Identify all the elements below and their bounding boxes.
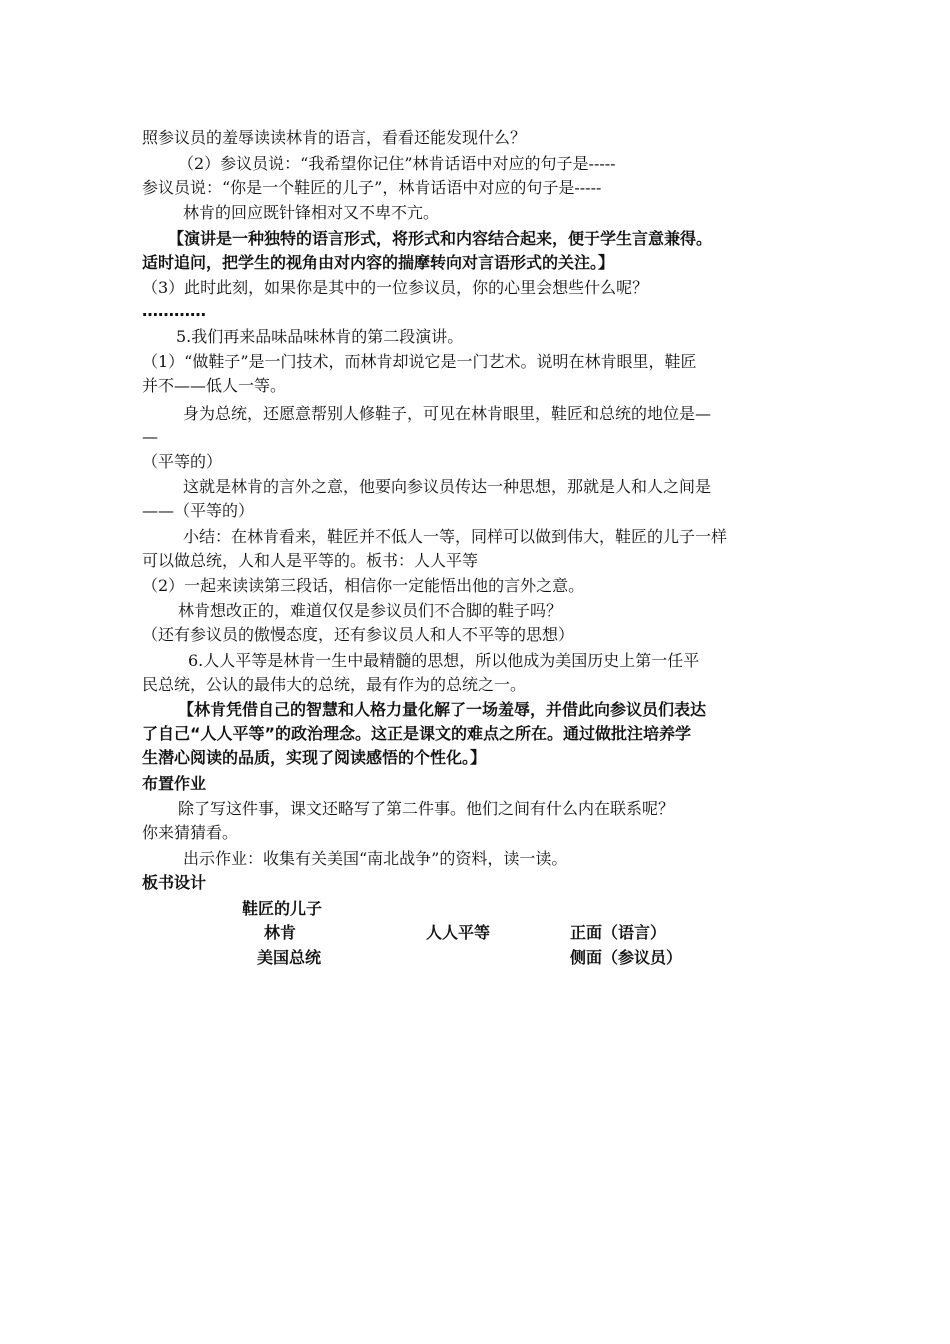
ellipsis: ………… <box>142 301 206 320</box>
paragraph: 民总统，公认的最伟大的总统，最有作为的总统之一。 <box>142 675 527 694</box>
board-item-bottom: 美国总统 <box>257 948 322 967</box>
paragraph: 照参议员的羞辱读读林肯的语言，看看还能发现什么？ <box>142 128 527 147</box>
paragraph: 小结：在林肯看来，鞋匠并不低人一等，同样可以做到伟大，鞋匠的儿子一样 <box>183 527 728 546</box>
paragraph: 你来猜猜看。 <box>142 823 239 842</box>
bold-annotation: 生潜心阅读的品质，实现了阅读感悟的个性化。】 <box>142 748 487 767</box>
paragraph: 6.人人平等是林肯一生中最精髓的思想，所以他成为美国历史上第一任平 <box>188 651 700 670</box>
bold-annotation: 【演讲是一种独特的语言形式，将形式和内容结合起来，便于学生言意兼得。 <box>168 229 713 248</box>
paragraph: 参议员说：“你是一个鞋匠的儿子”，林肯话语中对应的句子是----- <box>142 178 602 197</box>
paragraph: 这就是林肯的言外之意，他要向参议员传达一种思想，那就是人和人之间是 <box>183 477 712 496</box>
paragraph: （2）一起来读读第三段话，相信你一定能悟出他的言外之意。 <box>142 576 585 595</box>
paragraph: 可以做总统，人和人是平等的。板书：人人平等 <box>142 551 479 570</box>
board-item-right-top: 正面（语言） <box>570 923 667 942</box>
paragraph: （3）此时此刻，如果你是其中的一位参议员，你的心里会想些什么呢？ <box>142 278 649 297</box>
board-item-left: 林肯 <box>264 923 297 942</box>
homework-heading: 布置作业 <box>142 774 207 793</box>
board-design-heading: 板书设计 <box>142 873 207 892</box>
paragraph: （还有参议员的傲慢态度，还有参议员人和人不平等的思想） <box>142 625 575 644</box>
paragraph: 出示作业：收集有关美国“南北战争”的资料，读一读。 <box>183 849 568 868</box>
paragraph: — <box>142 427 158 446</box>
board-item-center: 人人平等 <box>426 923 491 942</box>
bold-annotation: 适时追问，把学生的视角由对内容的揣摩转向对言语形式的关注。】 <box>142 253 615 272</box>
paragraph: （1）“做鞋子”是一门技术，而林肯却说它是一门艺术。说明在林肯眼里，鞋匠 <box>142 352 697 371</box>
board-item-top: 鞋匠的儿子 <box>242 899 323 918</box>
bold-annotation: 了自己“人人平等”的政治理念。这正是课文的难点之所在。通过做批注培养学 <box>142 724 692 743</box>
paragraph: 并不——低人一等。 <box>142 376 287 395</box>
paragraph: 除了写这件事，课文还略写了第二件事。他们之间有什么内在联系呢？ <box>178 799 675 818</box>
bold-annotation: 【林肯凭借自己的智慧和人格力量化解了一场羞辱，并借此向参议员们表达 <box>178 700 707 719</box>
board-item-right-bottom: 侧面（参议员） <box>570 948 683 967</box>
paragraph: 林肯的回应既针锋相对又不卑不亢。 <box>183 203 440 222</box>
paragraph: （2）参议员说：“我希望你记住”林肯话语中对应的句子是----- <box>178 154 616 173</box>
paragraph: （平等的） <box>142 452 223 471</box>
paragraph: 身为总统，还愿意帮别人修鞋子，可见在林肯眼里，鞋匠和总统的地位是— <box>183 404 712 423</box>
paragraph: ——（平等的） <box>142 501 255 520</box>
paragraph: 林肯想改正的，难道仅仅是参议员们不合脚的鞋子吗？ <box>178 601 563 620</box>
paragraph: 5.我们再来品味品味林肯的第二段演讲。 <box>176 327 464 346</box>
